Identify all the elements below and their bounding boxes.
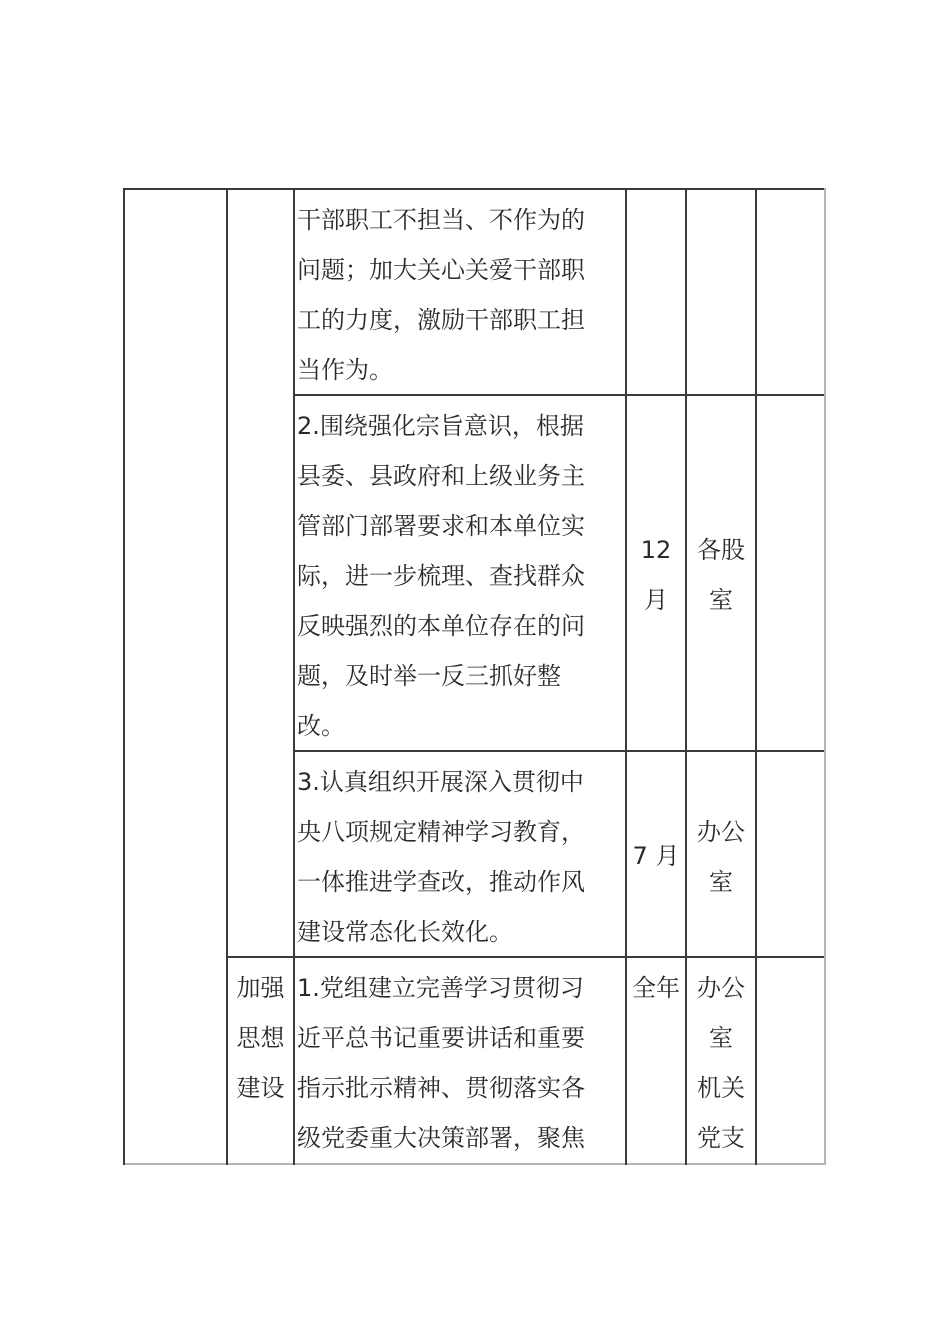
column-divider [625,188,627,1165]
table-cell-dept: 各股 室 [697,536,745,614]
table-cell-content: 2.围绕强化宗旨意识，根据 县委、县政府和上级业务主 管部门部署要求和本单位实 际，进一步梳理、查找群众 反映强烈的本单位存在的问 题，及时举一反三抓好整 改。 [297,412,585,740]
table-cell-time: 7 月 [632,842,680,870]
table-bottom-border [123,1163,826,1165]
table-cell-time: 12 月 [640,536,672,614]
table-right-border [824,188,826,1165]
table-cell-content: 1.党组建立完善学习贯彻习 近平总书记重要讲话和重要 指示批示精神、贯彻落实各 级党委重大决策部署，聚焦 [297,974,585,1152]
table-cell-content: 干部职工不担当、不作为的 问题；加大关心关爱干部职 工的力度，激励干部职工担 当作为。 [297,206,585,384]
table-cell-content: 3.认真组织开展深入贯彻中 央八项规定精神学习教育， 一体推进学查改，推动作风 建设常态化长效化。 [297,768,585,946]
column-divider [755,188,757,1165]
table-top-border [123,188,826,190]
table-left-border [123,188,125,1165]
table-cell-dept: 办公 室 机关 党支 [697,974,745,1152]
table-cell-time: 全年 [632,974,680,1002]
table-cell-category: 加强 思想 建设 [236,974,285,1102]
column-divider [293,188,295,1165]
table-cell-dept: 办公 室 [697,818,745,896]
work-plan-table [123,188,826,1165]
